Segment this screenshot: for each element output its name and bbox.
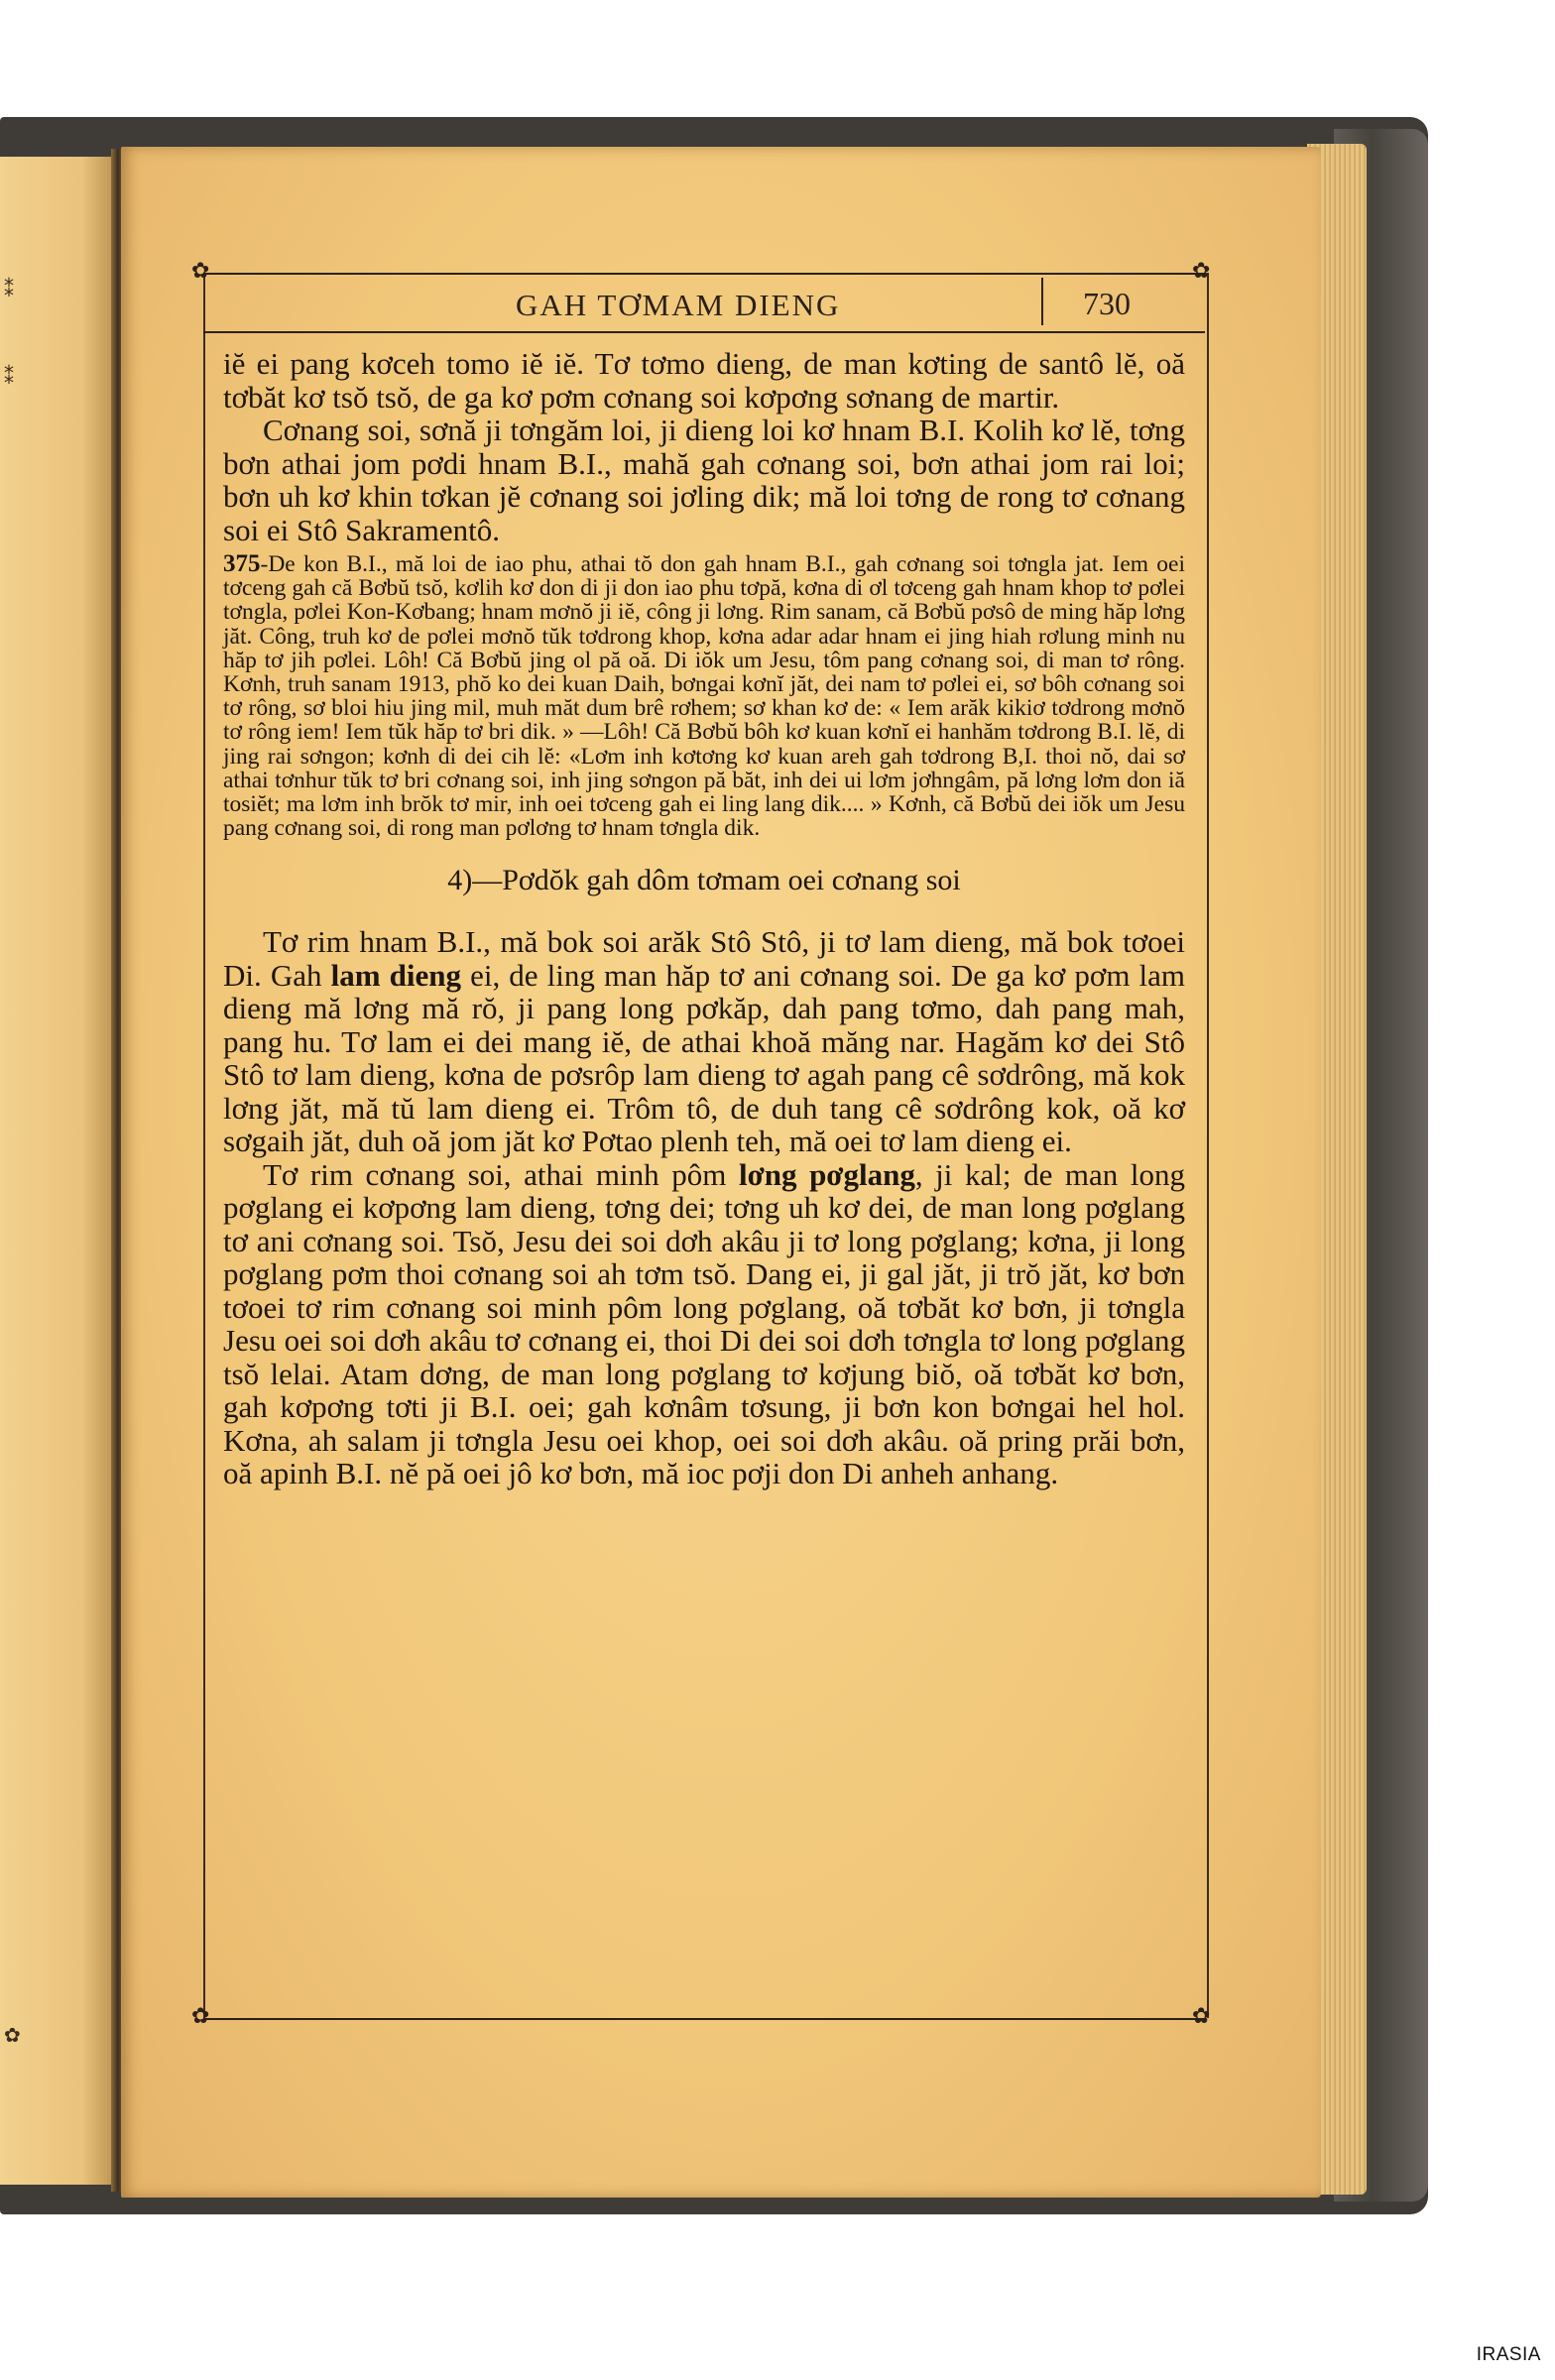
paragraph-2: Cơnang soi, sơnă ji tơngăm loi, ji dieng loi kơ hnam B.I. Kolih kơ lĕ, tơng bơn athai jom pơdi hnam B.I., mahă gah cơnang soi, bơn athai jom rai loi; bơn uh kơ khin tơkan jĕ cơnang soi jơling dik; mă loi tơng de rong tơ cơnang soi ei Stô Sakramentô. (223, 413, 1185, 547)
left-page (0, 157, 117, 2185)
corner-ornament-icon: ✿ (1192, 2004, 1211, 2029)
paragraph-number: 375 (223, 550, 261, 577)
bottom-rule (203, 2018, 1205, 2020)
corner-ornament-icon: ✿ (1192, 259, 1211, 284)
paragraph-5 (223, 1158, 1185, 1490)
paragraph-375-text: -De kon B.I., mă loi de iao phu, athai tŏ don gah hnam B.I., gah cơnang soi tơngla jat. Iem oei tơceng gah că Bơbŭ tsŏ, kơlih kơ don di ji don iao phu tơpă, kơna di ơl tơceng gah hnam khop tơ pơlei tơngla, pơlei Kon-Kơbang; hnam mơnŏ ji iĕ, công ji lơng. Rim sanam, că Bơbŭ pơsô de ming hăp lơng jăt. Công, truh kơ de pơlei mơnŏ tŭk tơdrong khop, kơna adar adar hnam ei jing hiah rơlung minh nu hăp tơ jih pơlei. Lôh! Că Bơbŭ jing ol pă oă. Di iŏk um Jesu, tôm pang cơnang soi, di man tơ rông. Kơnh, truh sanam 1913, phŏ ko dei kuan Daih, bơngai kơnĭ jăt, dei nam tơ pơlei ei, sơ bôh cơnang soi tơ rông, sơ bloi hiu jing mil, muh măt dum brê rơhem; sơ khan kơ de: « Iem arăk kikiơ tơdrong mơnŏ tơ rông iem! Iem tŭk hăp tơ bri dik. » —Lôh! Că Bơbŭ bôh kơ kuan kơnĭ ei hanhăm tơdrong B.I. lĕ, di jing rai sơngon; kơnh di dei cih lĕ: «Lơm inh kơtơng kơ kuan areh gah tơdrong B,I. thoi nŏ, dai sơ athai tơnhur tŭk tơ bri cơnang soi, inh jing sơngon pă băt, inh dei ui lơm jơhngâm, pă lơng lơm don iă tosiĕt; ma lơm inh brŏk tơ mir, inh oei tơceng gah ei ling lang dik.... » Kơnh, că Bơbŭ dei iŏk um Jesu pang cơnang soi, di rong man pơlơng tơ hnam tơngla dik. (223, 551, 1185, 842)
paragraph-5-text-cont: , ji kal; de man long pơglang ei kơpơng lam dieng, tơng dei; tơng uh kơ dei, de man long pơglang tơ ani cơnang soi. Tsŏ, Jesu dei soi dơh akâu ji tơ long pơglang; kơna, ji long pơglang pơm thoi cơnang soi ah tơm tsŏ. Dang ei, ji gal jăt, ji trŏ jăt, kơ bơn tơoei tơ rim cơnang soi minh pôm long pơglang, oă tơbăt kơ bơn, ji tơngla Jesu oei soi dơh akâu tơ cơnang ei, thoi Di dei soi dơh tơngla tơ long pơglang tsŏ lelai. Atam dơng, de man long pơglang tơ kơjung biŏ, oă tơbăt kơ bơn, gah kơpơng tơti ji B.I. oei; gah kơnâm tơsung, ji bơn kon bơngai hel hol. Kơna, ah salam ji tơngla Jesu oei khop, oei soi dơh akâu. oă pring prăi bơn, oă apinh B.I. nĕ pă oei jô kơ bơn, mă ioc pơji don Di anheh anhang. (223, 1156, 1185, 1491)
paragraph-5-text: Tơ rim cơnang soi, athai minh pôm (263, 1156, 739, 1192)
section-heading: 4)—Pơdŏk gah dôm tơmam oei cơnang soi (447, 864, 961, 897)
paragraph-4 (223, 925, 1185, 1158)
term-long-pogiang: lơng pơglang (738, 1156, 915, 1192)
left-page-mark: ⁑ (4, 365, 14, 389)
watermark: IRASIA (1476, 2344, 1541, 2365)
top-rule (203, 273, 1205, 275)
paragraph-4-text: Tơ rim hnam B.I., mă bok soi arăk Stô Stô, ji tơ lam dieng, mă bok tơoei Di. Gah (223, 924, 1185, 993)
running-head: GAH TƠMAM DIENG (516, 288, 841, 322)
header-rule (203, 331, 1205, 333)
left-page-mark: ✿ (4, 2023, 21, 2047)
head-divider (1041, 278, 1043, 325)
numbered-paragraph-375 (223, 552, 1185, 840)
corner-ornament-icon: ✿ (191, 2004, 210, 2029)
page-content (223, 347, 1185, 1490)
corner-ornament-icon: ✿ (191, 259, 210, 284)
left-page-mark: ⁑ (4, 278, 14, 301)
term-lam-dieng: lam dieng (330, 957, 461, 993)
paragraph-1: iĕ ei pang kơceh tomo iĕ iĕ. Tơ tơmo dieng, de man kơting de santô lĕ, oă tơbăt kơ tsŏ tsŏ, de ga kơ pơm cơnang soi kơpơng sơnang de martir. (223, 346, 1185, 415)
paragraph-4-text-cont: ei, de ling man hăp tơ ani cơnang soi. De ga kơ pơm lam dieng mă lơng mă rŏ, ji pang long pơkăp, dah pang tơmo, dah pang mah, pang hu. Tơ lam ei dei mang iĕ, de athai khoă măng nar. Hagăm kơ dei Stô Stô tơ lam dieng, kơna de pơsrôp lam dieng tơ agah pang cê sơdrông, mă kok lơng jăt, mă tŭ lam dieng ei. Trôm tô, de duh tang cê sơdrông kok, oă kơ sơgaih jăt, duh oă jom jăt kơ Pơtao plenh teh, mă oei tơ lam dieng ei. (223, 957, 1186, 1159)
page-number: 730 (1083, 286, 1131, 321)
